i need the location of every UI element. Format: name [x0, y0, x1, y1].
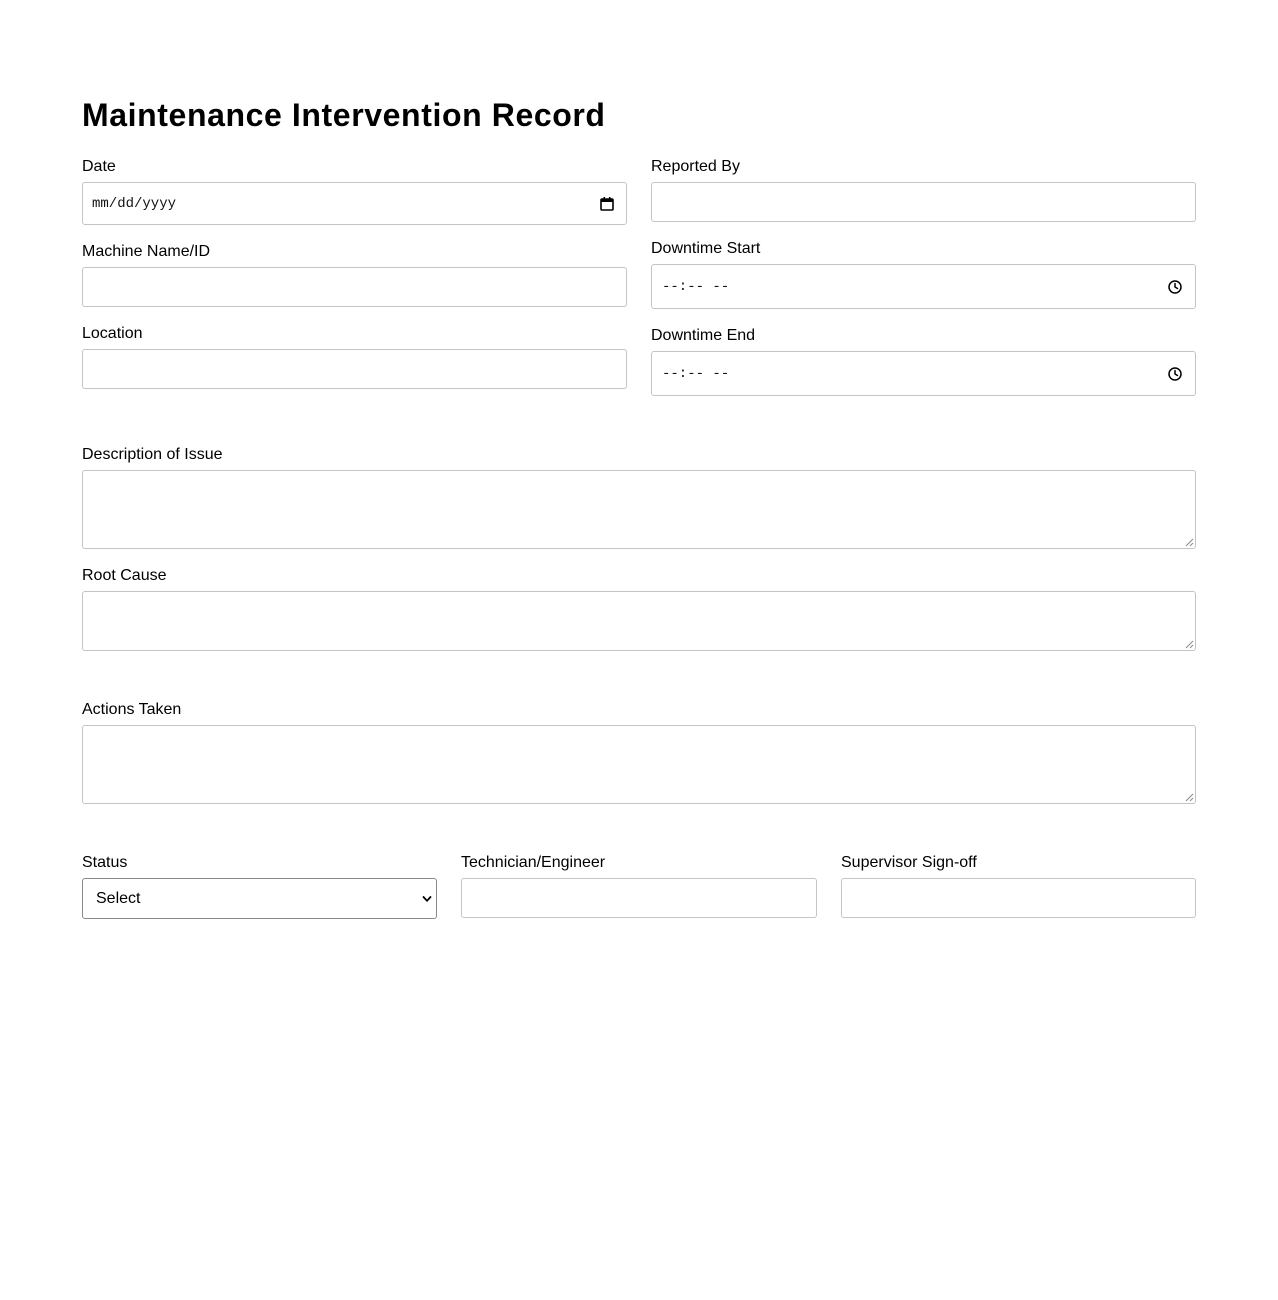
description-textarea[interactable]: [82, 470, 1196, 549]
downtime-start-format-mask: --:-- --: [662, 279, 730, 295]
resize-grip-icon[interactable]: [1185, 640, 1194, 649]
reported-by-label: Reported By: [651, 158, 740, 175]
reported-by-input[interactable]: [651, 182, 1196, 222]
location-input[interactable]: [82, 349, 627, 389]
technician-input[interactable]: [461, 878, 817, 918]
downtime-start-input[interactable]: [651, 264, 1196, 309]
description-label: Description of Issue: [82, 446, 223, 463]
date-input[interactable]: [82, 182, 627, 225]
downtime-end-input[interactable]: [651, 351, 1196, 396]
location-label: Location: [82, 325, 143, 342]
calendar-icon[interactable]: [599, 196, 615, 212]
root-cause-textarea[interactable]: [82, 591, 1196, 651]
status-selected-value: Select: [96, 890, 141, 907]
downtime-start-label: Downtime Start: [651, 240, 761, 257]
downtime-end-format-mask: --:-- --: [662, 366, 730, 382]
clock-icon[interactable]: [1167, 279, 1183, 295]
technician-label: Technician/Engineer: [461, 854, 606, 871]
date-format-mask: mm/dd/yyyy: [92, 196, 177, 212]
date-label: Date: [82, 158, 116, 175]
root-cause-label: Root Cause: [82, 567, 167, 584]
status-select[interactable]: [82, 878, 437, 919]
actions-taken-label: Actions Taken: [82, 701, 182, 718]
resize-grip-icon[interactable]: [1185, 538, 1194, 547]
machine-label: Machine Name/ID: [82, 243, 211, 260]
chevron-down-icon: [422, 894, 432, 904]
machine-input[interactable]: [82, 267, 627, 307]
supervisor-input[interactable]: [841, 878, 1196, 918]
page-title: Maintenance Intervention Record: [82, 97, 606, 133]
downtime-end-label: Downtime End: [651, 327, 756, 344]
status-label: Status: [82, 854, 128, 871]
actions-taken-textarea[interactable]: [82, 725, 1196, 804]
clock-icon[interactable]: [1167, 366, 1183, 382]
supervisor-label: Supervisor Sign-off: [841, 854, 977, 871]
resize-grip-icon[interactable]: [1185, 793, 1194, 802]
